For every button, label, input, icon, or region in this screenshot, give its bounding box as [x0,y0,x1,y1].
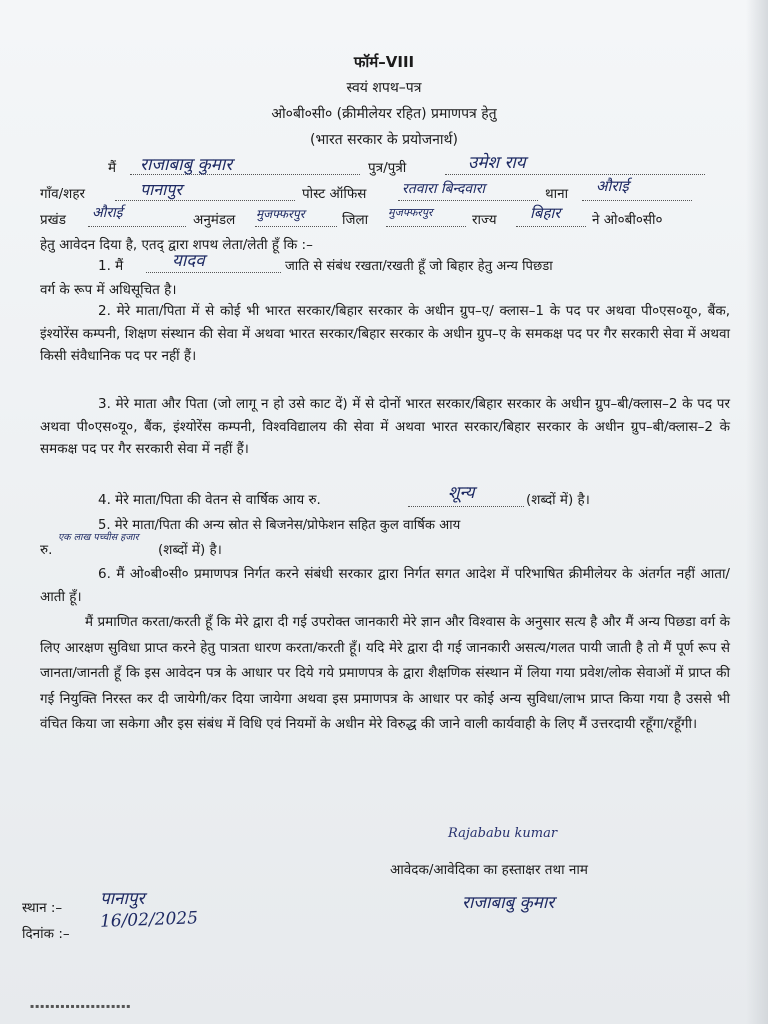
son-daughter-label: पुत्र/पुत्री [368,160,407,176]
village-field: पानापुर [140,180,182,199]
thana-label: थाना [545,186,569,202]
oath-intro-line: हेतु आवेदन दिया है, एतद् द्वारा शपथ लेता/लेती हूँ कि :– [40,237,313,253]
clause-4-suffix: (शब्दों में) है। [526,492,590,508]
clause-4-prefix: 4. मेरे माता/पिता की वेतन से वार्षिक आय रु. [98,492,321,508]
district-label: जिला [342,212,369,228]
caste-dotline [146,272,281,273]
obc-label: ने ओ०बी०सी० [592,212,663,228]
thana-dotline [582,200,692,201]
block-dotline [88,226,186,227]
block-field: औराई [92,205,123,221]
salary-income-field: शून्य [448,483,475,503]
clause-6: 6. मैं ओ०बी०सी० प्रमाणपत्र निर्गत करने संबंधी सरकार द्वारा निर्गत सगत आदेश में परिभाषित क्रीमीलेयर के अंतर्गत नहीं आता/आती हूँ। [40,566,730,605]
clause-1-prefix: 1. मैं [98,258,124,274]
place-field: पानापुर [100,889,145,909]
clause-5-prefix: रु. [40,542,53,558]
applicant-name-field: राजाबाबु कुमार [140,155,233,175]
village-label: गाँव/शहर [40,186,86,202]
father-dotline [445,174,705,175]
subdivision-field: मुजफ्फरपुर [256,207,305,221]
declaration-paragraph: मैं प्रमाणित करता/करती हूँ कि मेरे द्वारा दी गई उपरोक्त जानकारी मेरे ज्ञान और विश्वास के अनुसार सत्य है और मैं अन्य पिछडा वर्ग के लिए आरक्षण सुविधा प्राप्त करने हेतु पात्रता धारण करता/करती हूँ। यदि मेरे द्वारा दी गई जानकारी असत्य/गलत पायी जाती है तो मैं पूर्ण रूप से जानता/जानती हूँ कि इस आवेदन पत्र के आधार पर दिये गये प्रमाणपत्र के द्वारा शैक्षणिक संस्थान में लिया गया प्रवेश/लोक सेवाओं में प्राप्त की गई नियुक्ति निरस्त कर दी जायेगी/कर दिया जायेगा अथवा इस प्रमाणपत्र के आधार पर कोई अन्य सुविधा/लाभ प्राप्त किया गया है उससे भी वंचित किया जा सकेगा और इस संबंध में विधि एवं नियमों के अधीन मेरे विरुद्ध की जाने वाली कार्यवाही के लिए मैं उत्तरदायी रहूँगा/रहूँगी। [40,614,730,732]
document-title: स्वयं शपथ–पत्र [346,80,422,96]
post-office-label: पोस्ट ऑफिस [302,186,367,202]
document-purpose: (भारत सरकार के प्रयोजनार्थ) [310,132,458,148]
other-income-field: एक लाख पच्चीस हजार [58,532,139,543]
clause-1-line2: वर्ग के रूप में अधिसूचित है। [40,282,177,298]
subdivision-dotline [255,226,337,227]
date-field: 16/02/2025 [99,908,199,932]
post-dotline [398,200,538,201]
form-number: फॉर्म–VIII [353,53,415,71]
document-subtitle: ओ०बी०सी० (क्रीमीलेयर रहित) प्रमाणपत्र हेतु [271,106,497,122]
printer-mark: ▪▪▪▪▪▪▪▪▪▪▪▪▪▪▪▪▪▪▪▪ [30,1003,132,1010]
clause-1-suffix: जाति से संबंध रखता/रखती हूँ जो बिहार हेतु अन्य पिछडा [285,259,553,274]
clause-2: 2. मेरे माता/पिता में से कोई भी भारत सरकार/बिहार सरकार के अधीन ग्रुप–ए/ क्लास–1 के पद पर अथवा पी०एस०यू०, बैंक, इंश्योरेंस कम्पनी, शिक्षण संस्थान की सेवा में अथवा भारत सरकार/बिहार सरकार के अधीन ग्रुप–ए के समकक्ष पद पर गैर सरकारी सेवा में अथवा किसी संवैधानिक पद पर नहीं हैं। [40,303,730,364]
state-field: बिहार [530,204,561,222]
block-label: प्रखंड [40,212,66,228]
i-label: मैं [108,160,117,176]
salary-income-dotline [408,506,524,507]
state-label: राज्य [472,212,497,228]
caste-field: यादव [172,251,205,271]
district-dotline [386,226,466,227]
thana-field: औराई [596,177,629,195]
father-name-field: उमेश राय [468,153,526,173]
clause-3: 3. मेरे माता और पिता (जो लागू न हो उसे काट दें) में से दोनों भारत सरकार/बिहार सरकार के अधीन ग्रुप–बी/क्लास–2 के पद पर अथवा पी०एस०यू०, बैंक, इंश्योरेंस कम्पनी, विश्वविद्यालय की सेवा में अथवा भारत सरकार/बिहार सरकार के अधीन ग्रुप–बी/क्लास–2 के समकक्ष पद पर गैर सरकारी सेवा में नहीं हैं। [40,396,730,457]
post-office-field: रतवारा बिन्दवारा [402,181,486,197]
applicant-signature: Rajababu kumar [448,826,558,841]
village-dotline [115,200,295,201]
district-field: मुजफ्फरपुर [388,206,433,219]
date-label: दिनांक :– [22,926,70,942]
subdivision-label: अनुमंडल [193,212,236,228]
place-label: स्थान :– [22,900,63,916]
signature-label: आवेदक/आवेदिका का हस्ताक्षर तथा नाम [390,862,588,878]
state-dotline [516,226,586,227]
clause-5-suffix: (शब्दों में) है। [158,542,222,558]
clause-5-line1: 5. मेरे माता/पिता की अन्य स्रोत से बिजनेस/प्रोफेशन सहित कुल वार्षिक आय [98,518,461,533]
applicant-name-handwritten: राजाबाबु कुमार [462,893,555,913]
